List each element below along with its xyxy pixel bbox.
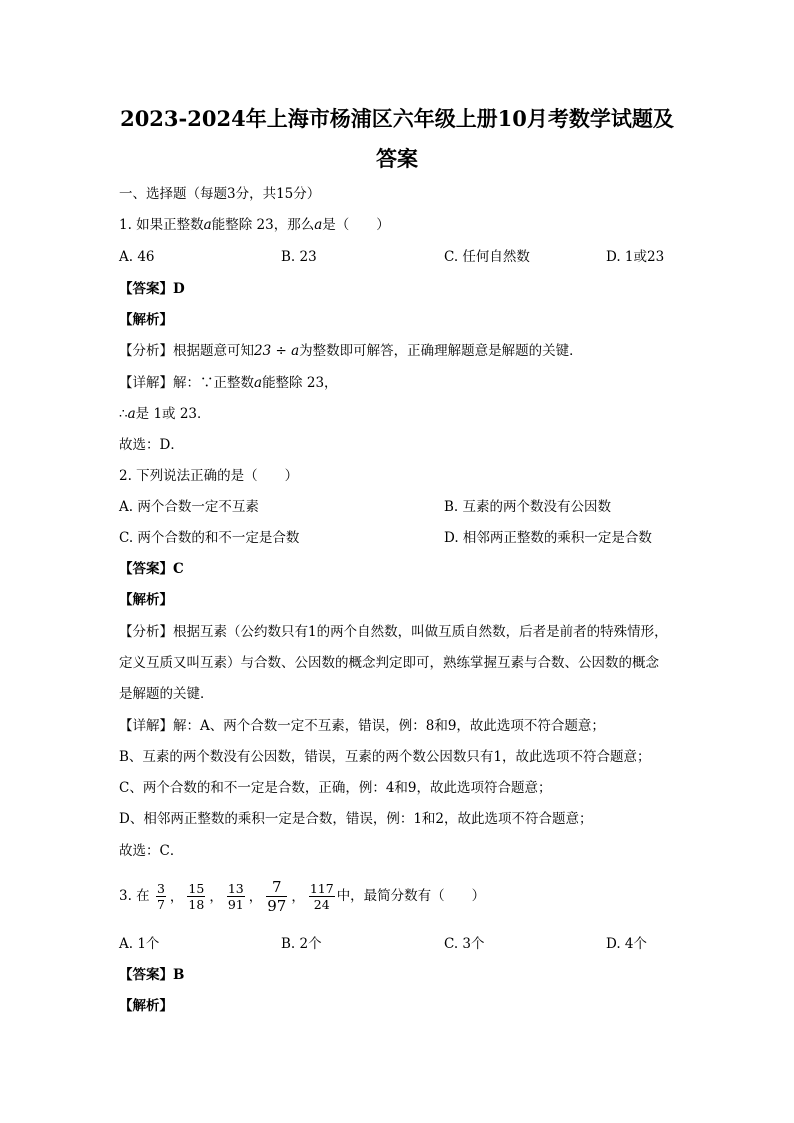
q1-fenxi: 【分析】根据题意可知23 ÷ a为整数即可解答，正确理解题意是解题的关键．	[119, 343, 583, 359]
q2-answer: 【答案】C	[119, 561, 184, 577]
q3-answer: 【答案】B	[119, 967, 185, 983]
q1-choose: 故选：D．	[119, 437, 184, 453]
q2-fenxi-line-3: 是解题的关键．	[119, 686, 214, 702]
q2-detail-line-2: B、互素的两个数没有公因数，错误，互素的两个数公因数只有1，故此选项不符合题意；	[119, 749, 651, 765]
page-title: 2023-2024年上海市杨浦区六年级上册10月考数学试题及	[120, 106, 674, 131]
q3-option-a: A. 1个	[119, 936, 160, 952]
q3-option-d: D. 4个	[606, 936, 648, 952]
q1-answer: 【答案】D	[119, 281, 185, 297]
section-heading: 一、选择题（每题3分，共15分）	[119, 186, 321, 202]
q1-option-d: D. 1或23	[606, 249, 665, 265]
q2-analysis-label: 【解析】	[119, 592, 173, 608]
q1-analysis-label: 【解析】	[119, 312, 173, 328]
question-1-stem: 1. 如果正整数a能整除 23，那么a是（ ）	[119, 217, 390, 233]
q2-option-a: A. 两个合数一定不互素	[119, 499, 259, 515]
q3-analysis-label: 【解析】	[119, 998, 173, 1014]
q1-therefore: ∴a是 1或 23．	[119, 406, 211, 422]
fraction: $\frac{13}{91}$	[227, 881, 244, 912]
q2-fenxi-line-1: 【分析】根据互素（公约数只有1的两个自然数，叫做互质自然数，后者是前者的特殊情形，	[119, 624, 668, 640]
q2-option-d: D. 相邻两正整数的乘积一定是合数	[444, 530, 652, 546]
q1-option-c: C. 任何自然数	[444, 249, 530, 265]
page-title-continued: 答案	[376, 146, 418, 171]
fraction: $\frac{15}{18}$	[188, 881, 205, 912]
question-3-stem: 3. 在 $\frac{3}{7}$ ， $\frac{15}{18}$ ， $\frac{13}{91}$ ， $\frac{7}{97}$ ， $\frac{117}{24}$ 中，最简分数有（ ）	[119, 878, 486, 915]
q2-fenxi-line-2: 定义互质又叫互素）与合数、公因数的概念判定即可，熟练掌握互素与合数、公因数的概念	[119, 655, 659, 671]
q1-option-b: B. 23	[281, 249, 317, 265]
q2-detail-line-1: 【详解】解：A、两个合数一定不互素，错误，例：8和9，故此选项不符合题意；	[119, 718, 605, 734]
q1-detail: 【详解】解：∵正整数a能整除 23，	[119, 375, 338, 391]
q2-option-c: C. 两个合数的和不一定是合数	[119, 530, 300, 546]
q2-choose: 故选：C．	[119, 843, 184, 859]
q1-option-a: A. 46	[119, 249, 155, 265]
q2-detail-line-3: C、两个合数的和不一定是合数，正确，例：4和9，故此选项符合题意；	[119, 780, 552, 796]
fraction: $\frac{7}{97}$	[267, 878, 287, 915]
fraction: $\frac{3}{7}$	[156, 881, 165, 912]
q2-detail-line-4: D、相邻两正整数的乘积一定是合数，错误，例：1和2，故此选项不符合题意；	[119, 811, 593, 827]
fraction: $\frac{117}{24}$	[309, 881, 334, 912]
q3-option-b: B. 2个	[281, 936, 322, 952]
q2-option-b: B. 互素的两个数没有公因数	[444, 499, 612, 515]
question-2-stem: 2. 下列说法正确的是（ ）	[119, 468, 299, 484]
q3-option-c: C. 3个	[444, 936, 485, 952]
